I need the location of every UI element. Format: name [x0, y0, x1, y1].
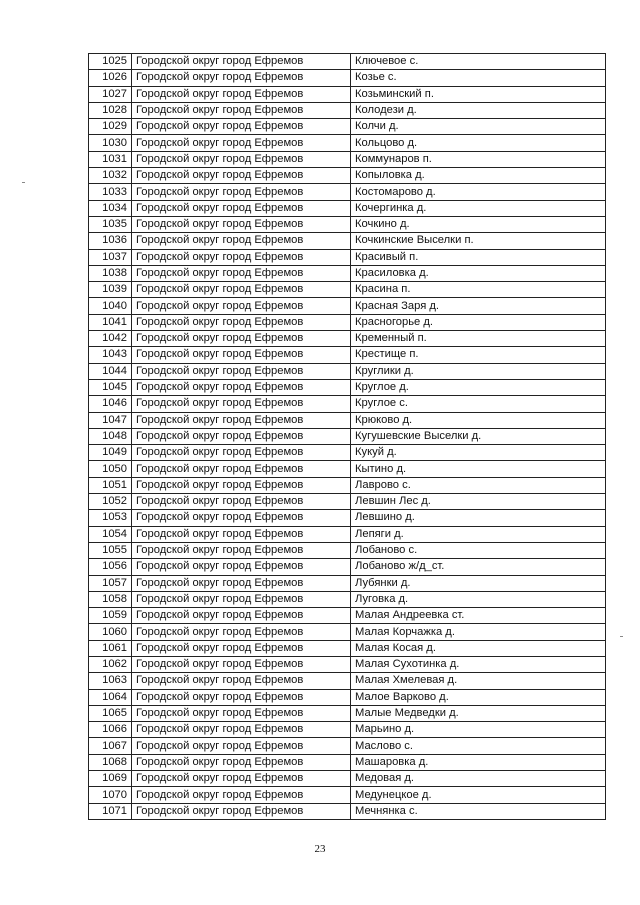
district-cell: Городской округ город Ефремов: [132, 722, 351, 738]
row-number-cell: 1037: [89, 249, 132, 265]
district-cell: Городской округ город Ефремов: [132, 559, 351, 575]
district-cell: Городской округ город Ефремов: [132, 363, 351, 379]
settlements-table-body: [89, 54, 606, 820]
settlement-cell: Малые Медведки д.: [351, 705, 606, 721]
settlement-cell: Малое Варково д.: [351, 689, 606, 705]
settlements-table: [88, 53, 606, 820]
district-cell: Городской округ город Ефремов: [132, 656, 351, 672]
settlement-cell: Марьино д.: [351, 722, 606, 738]
district-cell: Городской округ город Ефремов: [132, 494, 351, 510]
row-number-cell: 1041: [89, 314, 132, 330]
row-number-cell: 1062: [89, 656, 132, 672]
table-row: [89, 575, 606, 591]
settlement-cell: Костомарово д.: [351, 184, 606, 200]
row-number-cell: 1056: [89, 559, 132, 575]
row-number-cell: 1042: [89, 331, 132, 347]
settlement-cell: Козьминский п.: [351, 86, 606, 102]
district-cell: Городской округ город Ефремов: [132, 347, 351, 363]
district-cell: Городской округ город Ефремов: [132, 461, 351, 477]
row-number-cell: 1045: [89, 379, 132, 395]
table-row: [89, 168, 606, 184]
settlement-cell: Медовая д.: [351, 771, 606, 787]
district-cell: Городской округ город Ефремов: [132, 249, 351, 265]
table-row: [89, 803, 606, 819]
settlement-cell: Копыловка д.: [351, 168, 606, 184]
settlement-cell: Малая Корчажка д.: [351, 624, 606, 640]
district-cell: Городской округ город Ефремов: [132, 591, 351, 607]
district-cell: Городской округ город Ефремов: [132, 54, 351, 70]
settlement-cell: Машаровка д.: [351, 754, 606, 770]
table-row: [89, 331, 606, 347]
settlement-cell: Круглое д.: [351, 379, 606, 395]
table-row: [89, 347, 606, 363]
settlement-cell: Кольцово д.: [351, 135, 606, 151]
row-number-cell: 1060: [89, 624, 132, 640]
settlement-cell: Красиловка д.: [351, 265, 606, 281]
table-row: [89, 559, 606, 575]
table-row: [89, 151, 606, 167]
district-cell: Городской округ город Ефремов: [132, 233, 351, 249]
district-cell: Городской округ город Ефремов: [132, 575, 351, 591]
table-row: [89, 102, 606, 118]
table-row: [89, 705, 606, 721]
row-number-cell: 1066: [89, 722, 132, 738]
district-cell: Городской округ город Ефремов: [132, 184, 351, 200]
settlement-cell: Кременный п.: [351, 331, 606, 347]
settlement-cell: Малая Хмелевая д.: [351, 673, 606, 689]
district-cell: Городской округ город Ефремов: [132, 412, 351, 428]
row-number-cell: 1026: [89, 70, 132, 86]
row-number-cell: 1067: [89, 738, 132, 754]
table-row: [89, 119, 606, 135]
scan-speck: [22, 182, 25, 183]
row-number-cell: 1053: [89, 510, 132, 526]
table-row: [89, 640, 606, 656]
row-number-cell: 1036: [89, 233, 132, 249]
settlement-cell: Красина п.: [351, 282, 606, 298]
settlement-cell: Лепяги д.: [351, 526, 606, 542]
settlement-cell: Лобаново с.: [351, 542, 606, 558]
district-cell: Городской округ город Ефремов: [132, 608, 351, 624]
row-number-cell: 1049: [89, 445, 132, 461]
district-cell: Городской округ город Ефремов: [132, 526, 351, 542]
row-number-cell: 1050: [89, 461, 132, 477]
settlement-cell: Лобаново ж/д_ст.: [351, 559, 606, 575]
table-row: [89, 314, 606, 330]
district-cell: Городской округ город Ефремов: [132, 379, 351, 395]
district-cell: Городской округ город Ефремов: [132, 135, 351, 151]
district-cell: Городской округ город Ефремов: [132, 428, 351, 444]
settlement-cell: Кугушевские Выселки д.: [351, 428, 606, 444]
district-cell: Городской округ город Ефремов: [132, 168, 351, 184]
district-cell: Городской округ город Ефремов: [132, 542, 351, 558]
district-cell: Городской округ город Ефремов: [132, 640, 351, 656]
row-number-cell: 1065: [89, 705, 132, 721]
settlement-cell: Маслово с.: [351, 738, 606, 754]
district-cell: Городской округ город Ефремов: [132, 738, 351, 754]
district-cell: Городской округ город Ефремов: [132, 314, 351, 330]
table-row: [89, 70, 606, 86]
table-row: [89, 282, 606, 298]
settlement-cell: Красногорье д.: [351, 314, 606, 330]
row-number-cell: 1069: [89, 771, 132, 787]
row-number-cell: 1048: [89, 428, 132, 444]
district-cell: Городской округ город Ефремов: [132, 624, 351, 640]
table-row: [89, 396, 606, 412]
district-cell: Городской округ город Ефремов: [132, 673, 351, 689]
row-number-cell: 1052: [89, 494, 132, 510]
table-row: [89, 233, 606, 249]
district-cell: Городской округ город Ефремов: [132, 200, 351, 216]
settlement-cell: Кукуй д.: [351, 445, 606, 461]
row-number-cell: 1033: [89, 184, 132, 200]
row-number-cell: 1040: [89, 298, 132, 314]
settlement-cell: Коммунаров п.: [351, 151, 606, 167]
settlement-cell: Колчи д.: [351, 119, 606, 135]
table-row: [89, 379, 606, 395]
district-cell: Городской округ город Ефремов: [132, 771, 351, 787]
table-row: [89, 591, 606, 607]
district-cell: Городской округ город Ефремов: [132, 445, 351, 461]
settlement-cell: Козье с.: [351, 70, 606, 86]
settlement-cell: Лаврово с.: [351, 477, 606, 493]
district-cell: Городской округ город Ефремов: [132, 510, 351, 526]
row-number-cell: 1059: [89, 608, 132, 624]
district-cell: Городской округ город Ефремов: [132, 331, 351, 347]
table-row: [89, 200, 606, 216]
settlement-cell: Ключевое с.: [351, 54, 606, 70]
district-cell: Городской округ город Ефремов: [132, 396, 351, 412]
settlement-cell: Левшино д.: [351, 510, 606, 526]
table-row: [89, 542, 606, 558]
district-cell: Городской округ город Ефремов: [132, 787, 351, 803]
row-number-cell: 1068: [89, 754, 132, 770]
row-number-cell: 1046: [89, 396, 132, 412]
district-cell: Городской округ город Ефремов: [132, 216, 351, 232]
settlement-cell: Кочкино д.: [351, 216, 606, 232]
district-cell: Городской округ город Ефремов: [132, 282, 351, 298]
row-number-cell: 1057: [89, 575, 132, 591]
settlement-cell: Мечнянка с.: [351, 803, 606, 819]
settlement-cell: Кытино д.: [351, 461, 606, 477]
row-number-cell: 1055: [89, 542, 132, 558]
table-row: [89, 135, 606, 151]
settlement-cell: Красивый п.: [351, 249, 606, 265]
table-row: [89, 477, 606, 493]
row-number-cell: 1047: [89, 412, 132, 428]
table-row: [89, 624, 606, 640]
settlement-cell: Луговка д.: [351, 591, 606, 607]
district-cell: Городской округ город Ефремов: [132, 803, 351, 819]
row-number-cell: 1043: [89, 347, 132, 363]
table-row: [89, 510, 606, 526]
settlement-cell: Лубянки д.: [351, 575, 606, 591]
row-number-cell: 1031: [89, 151, 132, 167]
settlement-cell: Колодези д.: [351, 102, 606, 118]
table-row: [89, 656, 606, 672]
row-number-cell: 1034: [89, 200, 132, 216]
table-row: [89, 526, 606, 542]
table-row: [89, 412, 606, 428]
table-row: [89, 494, 606, 510]
settlement-cell: Медунецкое д.: [351, 787, 606, 803]
table-row: [89, 608, 606, 624]
table-row: [89, 54, 606, 70]
table-row: [89, 689, 606, 705]
table-row: [89, 86, 606, 102]
settlement-cell: Малая Сухотинка д.: [351, 656, 606, 672]
district-cell: Городской округ город Ефремов: [132, 754, 351, 770]
row-number-cell: 1063: [89, 673, 132, 689]
row-number-cell: 1054: [89, 526, 132, 542]
row-number-cell: 1038: [89, 265, 132, 281]
row-number-cell: 1035: [89, 216, 132, 232]
district-cell: Городской округ город Ефремов: [132, 119, 351, 135]
table-row: [89, 428, 606, 444]
district-cell: Городской округ город Ефремов: [132, 477, 351, 493]
row-number-cell: 1025: [89, 54, 132, 70]
table-row: [89, 771, 606, 787]
row-number-cell: 1032: [89, 168, 132, 184]
table-row: [89, 722, 606, 738]
district-cell: Городской округ город Ефремов: [132, 298, 351, 314]
row-number-cell: 1044: [89, 363, 132, 379]
table-row: [89, 738, 606, 754]
settlement-cell: Кочкинские Выселки п.: [351, 233, 606, 249]
settlement-cell: Круглики д.: [351, 363, 606, 379]
settlement-cell: Левшин Лес д.: [351, 494, 606, 510]
scan-speck: [620, 636, 623, 637]
settlement-cell: Малая Косая д.: [351, 640, 606, 656]
table-row: [89, 216, 606, 232]
settlement-cell: Малая Андреевка ст.: [351, 608, 606, 624]
table-row: [89, 754, 606, 770]
table-row: [89, 184, 606, 200]
row-number-cell: 1064: [89, 689, 132, 705]
settlements-table-container: [88, 53, 606, 820]
settlement-cell: Кочергинка д.: [351, 200, 606, 216]
settlement-cell: Крестище п.: [351, 347, 606, 363]
row-number-cell: 1061: [89, 640, 132, 656]
row-number-cell: 1039: [89, 282, 132, 298]
table-row: [89, 298, 606, 314]
page-number: 23: [314, 843, 326, 855]
row-number-cell: 1027: [89, 86, 132, 102]
district-cell: Городской округ город Ефремов: [132, 86, 351, 102]
district-cell: Городской округ город Ефремов: [132, 689, 351, 705]
table-row: [89, 265, 606, 281]
table-row: [89, 445, 606, 461]
settlement-cell: Крюково д.: [351, 412, 606, 428]
district-cell: Городской округ город Ефремов: [132, 705, 351, 721]
table-row: [89, 787, 606, 803]
district-cell: Городской округ город Ефремов: [132, 70, 351, 86]
row-number-cell: 1029: [89, 119, 132, 135]
row-number-cell: 1051: [89, 477, 132, 493]
row-number-cell: 1030: [89, 135, 132, 151]
table-row: [89, 249, 606, 265]
district-cell: Городской округ город Ефремов: [132, 151, 351, 167]
settlement-cell: Круглое с.: [351, 396, 606, 412]
row-number-cell: 1070: [89, 787, 132, 803]
settlement-cell: Красная Заря д.: [351, 298, 606, 314]
table-row: [89, 461, 606, 477]
row-number-cell: 1071: [89, 803, 132, 819]
row-number-cell: 1028: [89, 102, 132, 118]
table-row: [89, 673, 606, 689]
district-cell: Городской округ город Ефремов: [132, 102, 351, 118]
table-row: [89, 363, 606, 379]
district-cell: Городской округ город Ефремов: [132, 265, 351, 281]
row-number-cell: 1058: [89, 591, 132, 607]
